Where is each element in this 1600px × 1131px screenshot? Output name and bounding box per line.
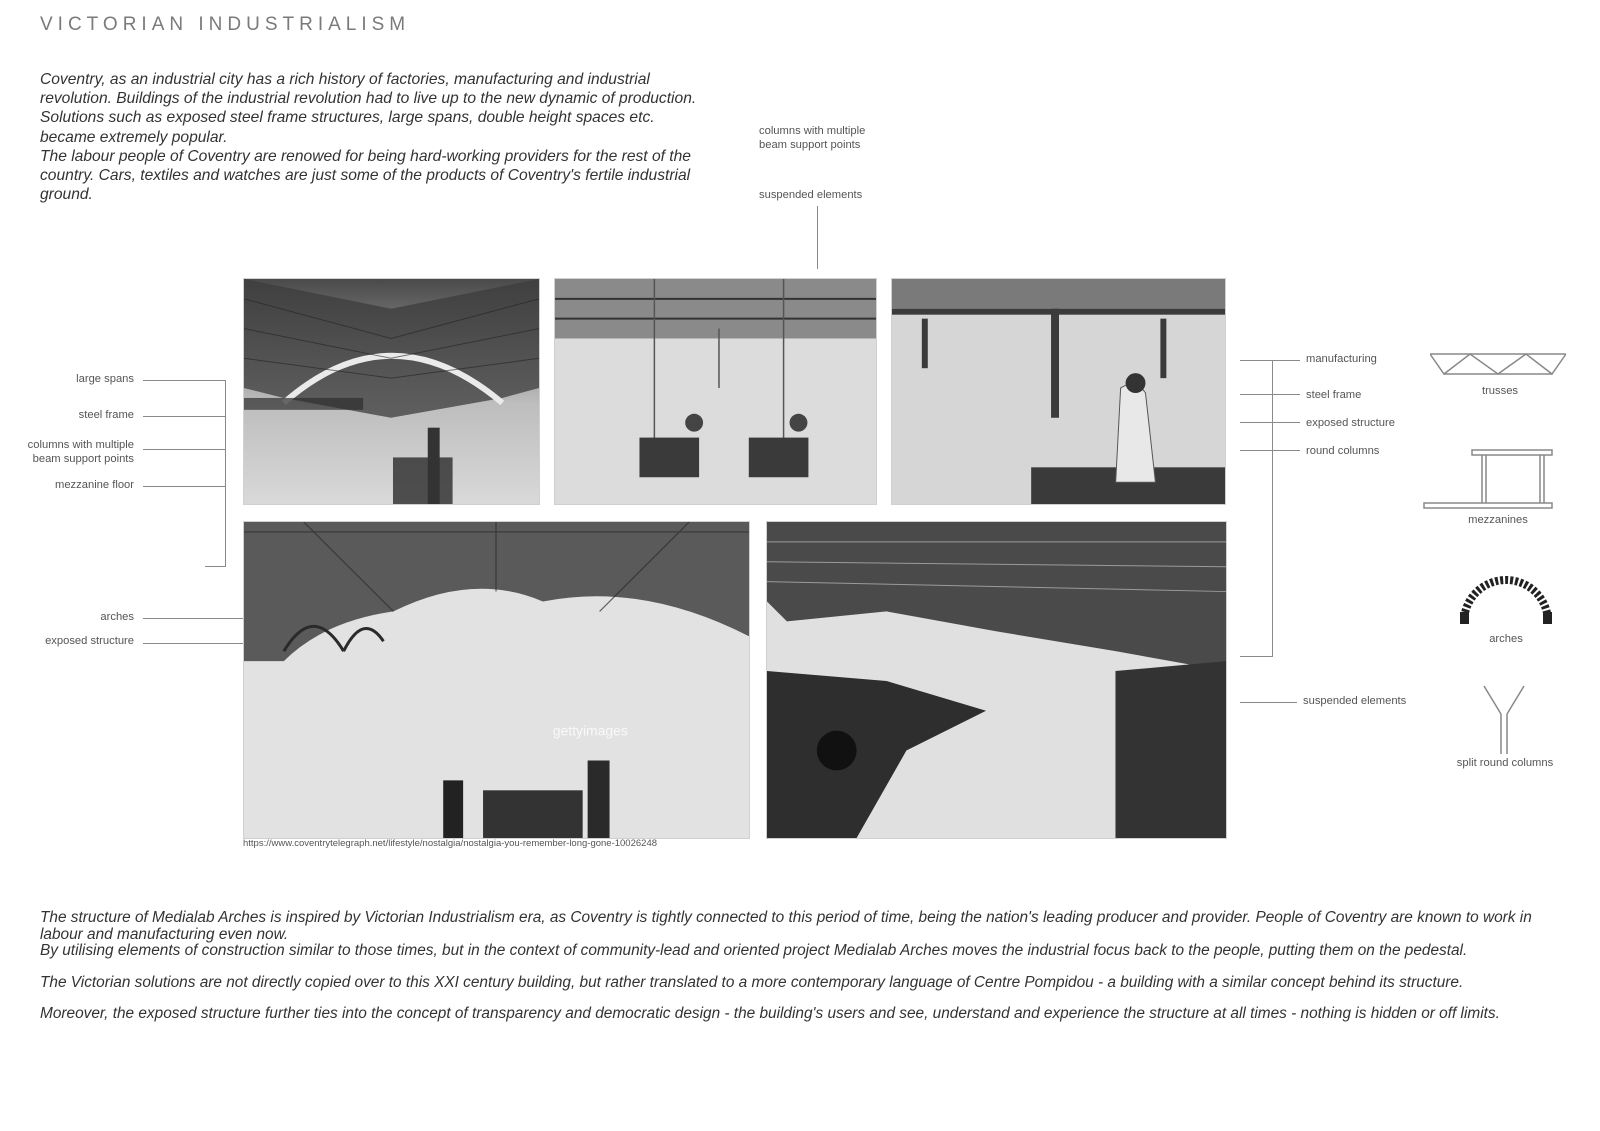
right-leader-round-columns [1240,450,1300,451]
split-round-columns-caption: split round columns [1456,757,1554,769]
outro-paragraph-2: The Victorian solutions are not directly copied over to this XXI century building, but rather translated to a more contemporary language of Centre Pompidou - a building with a similar concept behind its structure. [40,973,1464,991]
left-label-columns: columns with multiple beam support points [27,439,134,465]
left-bracket-vertical [225,380,226,567]
right-label-round-columns: round columns [1306,445,1380,457]
right-label-steel-frame: steel frame [1306,389,1362,401]
intro-paragraph-1: Coventry, as an industrial city has a rich history of factories, manufacturing and industrial revolution. Buildings of the industrial revolution had to live up to the new dynamic of production. Solutions such as exposed steel frame structures, large spans, double height spaces etc. became extremely popular. [40,71,697,146]
trusses-icon [1430,352,1566,376]
mezzanines-icon [1422,448,1554,510]
page-title: VICTORIAN INDUSTRIALISM [40,14,411,35]
top-label-columns: columns with multiple beam support points [759,125,866,151]
left-label-steel-frame: steel frame [78,409,134,421]
split-round-columns-icon [1482,684,1526,756]
right-bracket-vertical [1272,360,1273,657]
right-leader-manufacturing [1240,360,1300,361]
right-label-exposed-structure: exposed structure [1306,417,1395,429]
photo-textile-workshop [891,278,1226,505]
right-label-suspended: suspended elements [1303,695,1407,707]
right-leader-steel-frame [1240,394,1300,395]
photo-car-assembly-line [766,521,1227,839]
left-leader-columns [143,449,226,450]
right-leader-suspended [1240,702,1297,703]
arches-caption: arches [1489,633,1523,645]
left-leader-mezzanine [143,486,226,487]
arches-icon [1460,576,1552,626]
source-url[interactable]: https://www.coventrytelegraph.net/lifestyle/nostalgia/nostalgia-you-remember-long-gone-10026248 [243,838,658,849]
left-leader-large-spans [143,380,226,381]
photo-watermark: gettyimages [552,722,628,739]
top-leader-line [817,206,818,269]
right-label-manufacturing: manufacturing [1306,353,1377,365]
right-bracket-foot [1240,656,1273,657]
intro-paragraph-2: The labour people of Coventry are renowed for being hard-working providers for the rest of the country. Cars, textiles and watches are just some of the products of Coventry's fertile industrial ground. [40,147,691,204]
left-label-arches: arches [100,611,134,623]
left-leader-steel-frame [143,416,226,417]
outro-text [40,910,1540,1038]
left-label-large-spans: large spans [76,373,134,385]
left-leader-arches [143,618,245,619]
outro-paragraph-3: Moreover, the exposed structure further ties into the concept of transparency and democratic design - the building's users and see, understand and experience the structure at all times - nothing is hidden or off limits. [40,1005,1500,1022]
photo-crystal-palace-exhibition [243,521,750,839]
photo-factory-floor [554,278,877,505]
left-label-exposed-structure: exposed structure [45,635,134,647]
mezzanines-caption: mezzanines [1468,514,1528,526]
left-bracket-foot [205,566,226,567]
outro-paragraph-1: The structure of Medialab Arches is inspired by Victorian Industrialism era, as Coventry is tightly connected to this period of time, being the nation's leading producer and provider. People of Coventry are known to work in labour and manufacturing even now. By utilising elements of construction similar to those times, but in the context of community-lead and oriented project Medialab Arches moves the industrial focus back to the people, putting them on the pedestal. [40,909,1532,959]
left-label-mezzanine: mezzanine floor [55,479,134,491]
right-leader-exposed-structure [1240,422,1300,423]
photo-station-hall [243,278,540,505]
intro-text [40,70,700,204]
trusses-caption: trusses [1481,385,1519,397]
top-label-suspended: suspended elements [759,189,863,201]
left-leader-exposed-structure [143,643,245,644]
